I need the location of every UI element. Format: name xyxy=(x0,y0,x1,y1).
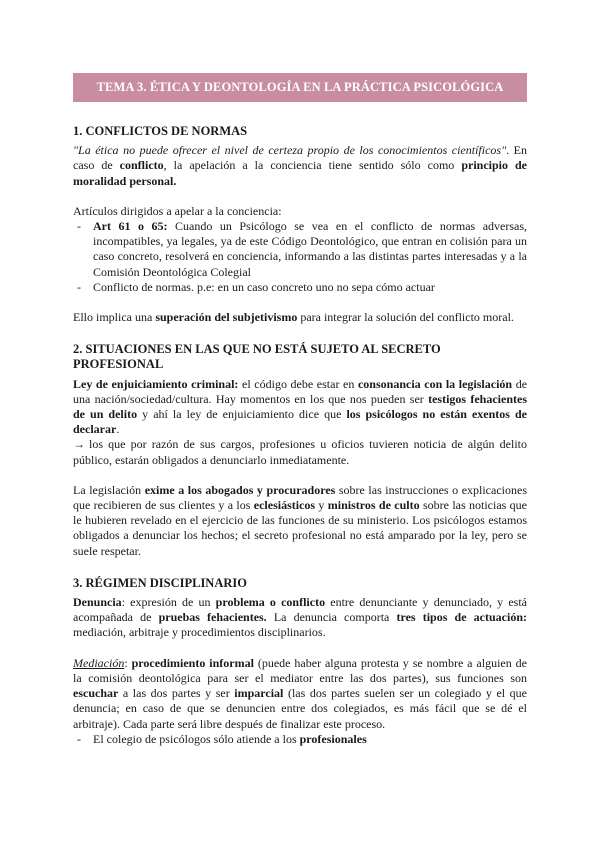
text: La denuncia comporta xyxy=(266,610,397,625)
topic-title-banner xyxy=(73,73,527,102)
document-body xyxy=(73,124,527,747)
text: sobre las noticias que le hubieren revelado en el ejercicio de las funciones de su ministerio. Los psicólogos estamos obligados a denunciar los hechos; el secreto profesional no está amparado por la ley, pero se suele respetar. xyxy=(73,498,528,558)
text: (puede haber alguna protesta y se nombre a alguien de la comisión deontológica para ser el mediator entre las dos partes), sus funciones son xyxy=(73,655,527,685)
section-2-paragraph-2 xyxy=(73,483,527,559)
section-1-list xyxy=(73,219,527,295)
text: para integrar la solución del conflicto moral. xyxy=(297,310,514,325)
text: los que por razón de sus cargos, profesiones u oficios tuvieren noticia de algún delito público, estarán obligados a denunciarlo inmediatamente. xyxy=(73,437,527,467)
section-3-paragraph-2 xyxy=(73,656,527,732)
bold-text: consonancia con la legislación xyxy=(357,376,513,391)
bold-text: Art 61 o 65: xyxy=(93,219,168,234)
bold-text: los psicólogos no están exentos de declarar xyxy=(73,407,528,437)
text: el código debe estar en xyxy=(238,376,358,391)
bold-text: pruebas fehacientes. xyxy=(158,610,267,625)
text: Ello implica una xyxy=(73,310,156,325)
quote: "La ética no puede ofrecer el nivel de certeza propio de los conocimientos científicos" xyxy=(73,143,507,158)
list-item xyxy=(73,732,527,747)
text: a las dos partes y ser xyxy=(118,686,235,701)
text: y ahí la ley de enjuiciamiento dice que xyxy=(137,407,347,422)
section-1-paragraph-1 xyxy=(73,143,527,189)
section-1-paragraph-2 xyxy=(73,310,527,325)
section-3-paragraph-1 xyxy=(73,595,527,641)
text: , la apelación a la conciencia tiene sentido sólo como xyxy=(163,158,462,173)
text: Cuando un Psicólogo se vea en el conflicto de normas adversas, incompatibles, ya legales, ya de este Código Deontológico, que entran en colisión para un caso concreto, resolverá en conciencia, informando a las distintas partes interesadas y a la Comisión Deontológica Colegial xyxy=(93,219,528,279)
text: . xyxy=(116,422,120,437)
topic-title: TEMA 3. ÉTICA Y DEONTOLOGÍA EN LA PRÁCTICA PSICOLÓGICA xyxy=(96,80,504,94)
text: entre denunciante y denunciado, y está acompañada de xyxy=(73,595,527,625)
list-item: - Conflicto de normas. p.e: en un caso concreto uno no sepa cómo actuar xyxy=(73,280,527,295)
bold-text: conflicto xyxy=(119,158,164,173)
bold-text: problema o conflicto xyxy=(215,595,326,610)
section-3-heading: 3. RÉGIMEN DISCIPLINARIO xyxy=(73,575,247,590)
text: : expresión de un xyxy=(121,595,216,610)
bold-text: imparcial xyxy=(234,686,284,701)
text: mediación, arbitraje y procedimientos disciplinarios. xyxy=(73,625,326,640)
bold-text: superación del subjetivismo xyxy=(155,310,298,325)
text: . En caso de xyxy=(73,143,527,173)
text: La legislación xyxy=(73,482,145,497)
section-3-list xyxy=(73,732,527,747)
bold-text: exime a los abogados y procuradores xyxy=(144,482,336,497)
text: sobre las instrucciones o explicaciones que recibieren de sus clientes y a los xyxy=(73,482,527,513)
section-2-heading: 2. SITUACIONES EN LAS QUE NO ESTÁ SUJETO AL SECRETO PROFESIONAL xyxy=(73,342,441,372)
text: y xyxy=(315,498,328,513)
section-2-arrow-paragraph xyxy=(73,437,527,467)
bold-text: procedimiento informal xyxy=(131,655,254,670)
bold-text: tres tipos de actuación: xyxy=(396,610,527,625)
bold-text: Denuncia xyxy=(73,595,122,610)
text: : xyxy=(124,655,132,670)
section-1-intro: Artículos dirigidos a apelar a la conciencia: xyxy=(73,203,282,218)
text: El colegio de psicólogos sólo atiende a los xyxy=(93,731,300,746)
arrow-icon: → xyxy=(73,437,85,452)
list-item xyxy=(73,219,527,280)
bold-text: principio de moralidad personal. xyxy=(73,158,527,188)
bold-text: profesionales xyxy=(299,731,367,746)
bold-text: eclesiásticos xyxy=(253,498,316,513)
section-2-paragraph-1 xyxy=(73,377,527,438)
bold-text: ministros de culto xyxy=(327,498,420,513)
text: de una nación/sociedad/cultura. Hay momentos en los que nos pueden ser xyxy=(73,376,528,406)
text: (las dos partes suelen ser un colegiado y el que denuncia; en caso de que se denuncien entre dos colegiados, es más fácil que se dé el arbitraje). Cada parte será libre después de finalizar este proceso. xyxy=(73,686,527,731)
bold-text: testigos fehacientes de un delito xyxy=(73,391,528,422)
section-1-heading: 1. CONFLICTOS DE NORMAS xyxy=(73,124,248,138)
underlined-term: Mediación xyxy=(73,655,125,670)
bold-text: Ley de enjuiciamiento criminal: xyxy=(73,376,239,391)
bold-text: escuchar xyxy=(73,686,119,701)
